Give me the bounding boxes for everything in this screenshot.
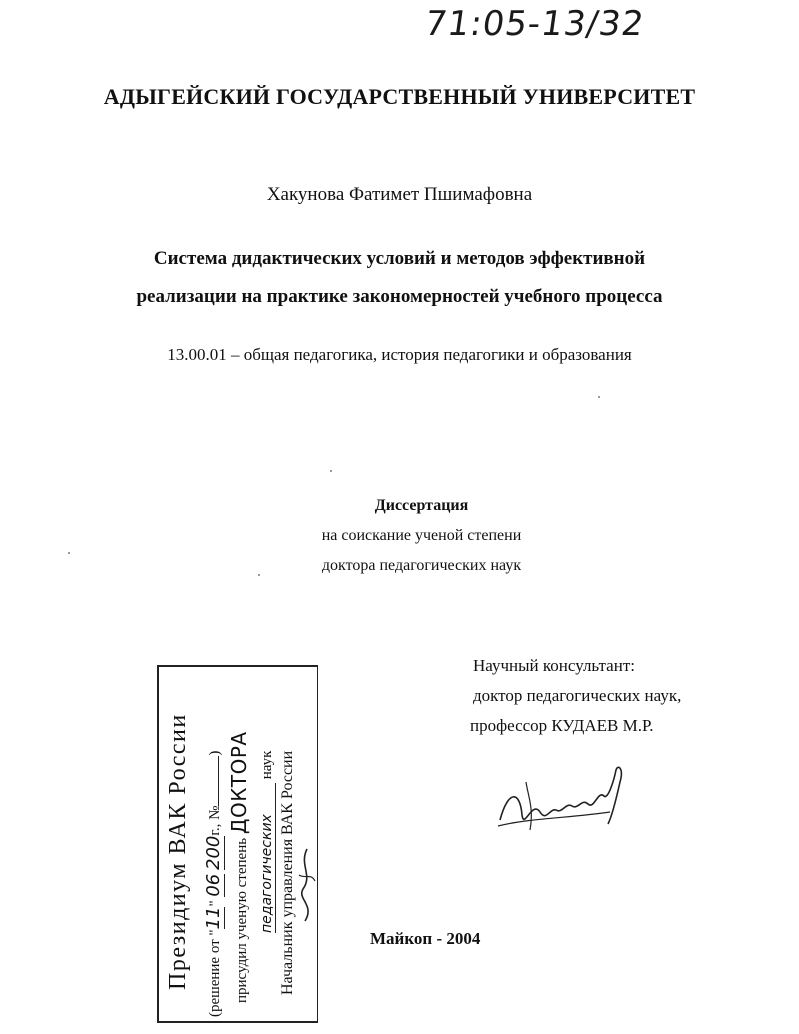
consultant-degree: доктор педагогических наук, (473, 686, 682, 705)
science-handwritten: педагогических (259, 783, 276, 933)
consultant-name: профессор КУДАЕВ М.Р. (470, 716, 654, 735)
dissertation-title (0, 240, 799, 316)
author-name: Хакунова Фатимет Пшимафовна (266, 184, 533, 205)
decision-mid: " (207, 896, 223, 907)
scan-speck (258, 574, 260, 576)
scan-speck (598, 396, 600, 398)
stamp-line-presidium: Президиум ВАК России (165, 713, 191, 990)
title-line-1: Система дидактических условий и методов эффективной (153, 248, 646, 269)
consultant-signature (490, 760, 640, 850)
stamp-line-science (259, 751, 276, 933)
title-line-2: реализации на практике закономерностей учебного процесса (136, 286, 663, 307)
stamp-line-chief: Начальник управления ВАК России (279, 750, 296, 995)
degree-line-1: на соискание ученой степени (321, 527, 522, 544)
vak-stamp (157, 665, 318, 1023)
science-suffix: наук (259, 750, 275, 780)
decision-prefix: (решение от " (207, 929, 223, 1017)
decision-year: 200 (203, 835, 224, 870)
stamp-signature (295, 845, 319, 925)
archive-code: 71:05-13/32 (422, 4, 648, 44)
decision-month: 06 (203, 873, 224, 897)
consultant-label: Научный консультант: (473, 656, 635, 675)
degree-word: ДОКТОРА (227, 731, 251, 835)
scan-speck (330, 470, 332, 472)
stamp-line-degree (227, 731, 251, 1003)
dissertation-heading: Диссертация (374, 497, 469, 514)
degree-prefix: присудил ученую степень (234, 837, 250, 1003)
university-name: АДЫГЕЙСКИЙ ГОСУДАРСТВЕННЫЙ УНИВЕРСИТЕТ (103, 84, 696, 109)
decision-suffix: г., № (207, 805, 223, 836)
degree-line-2: доктора педагогических наук (321, 557, 522, 574)
stamp-line-decision: (решение от "11" 06 200г., №) (203, 750, 224, 1017)
decision-day: 11 (203, 906, 224, 930)
city-year: Майкоп - 2004 (370, 929, 481, 948)
specialty-code: 13.00.01 – общая педагогика, история педагогики и образования (167, 345, 632, 364)
scan-speck (68, 552, 70, 554)
